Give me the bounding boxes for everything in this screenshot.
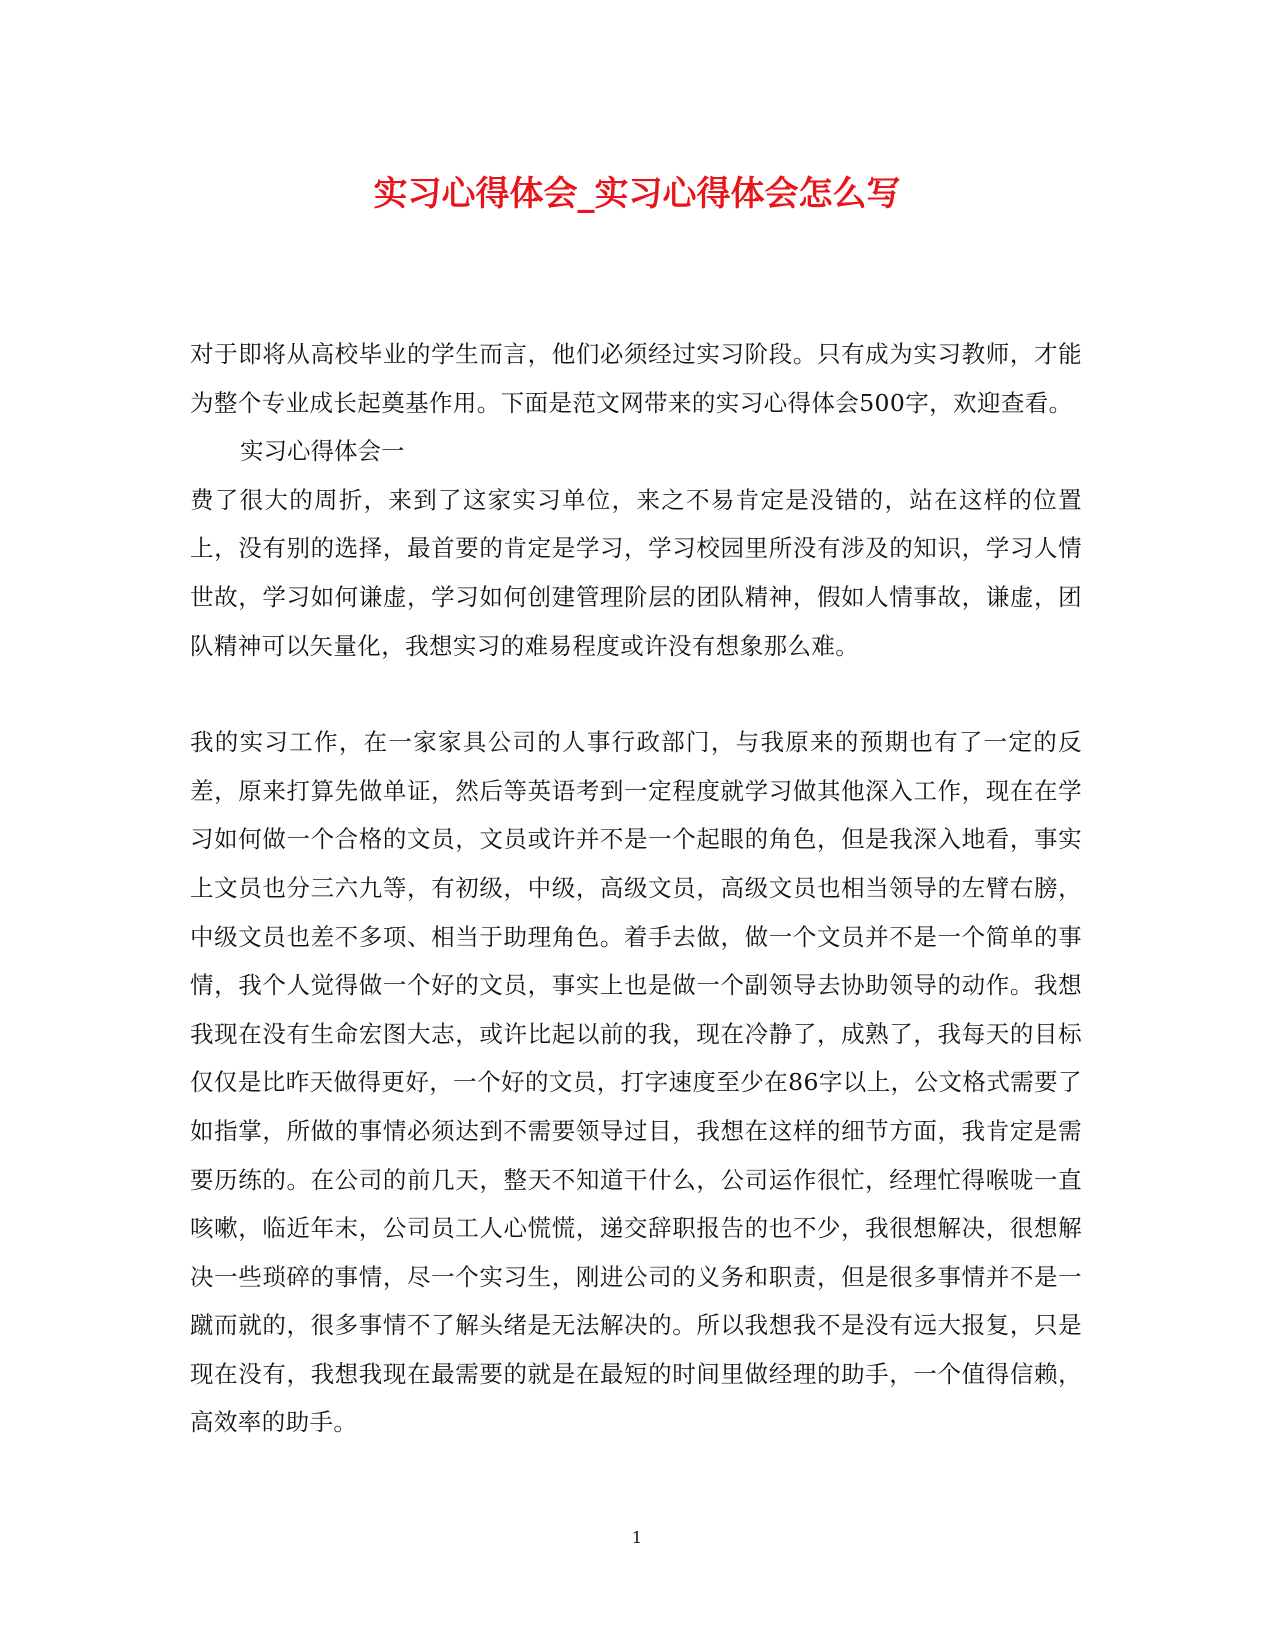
intro-paragraph: 对于即将从高校毕业的学生而言，他们必须经过实习阶段。只有成为实习教师，才能为整个专业成长起奠基作用。下面是范文网带来的实习心得体会500字，欢迎查看。 bbox=[190, 340, 1082, 417]
section-heading: 实习心得体会一 bbox=[240, 437, 405, 466]
body-paragraph-1: 费了很大的周折，来到了这家实习单位，来之不易肯定是没错的，站在这样的位置上，没有别的选择，最首要的肯定是学习，学习校园里所没有涉及的知识，学习人情世故，学习如何谦虚，学习如何创建管理阶层的团队精神，假如人情事故，谦虚，团队精神可以矢量化，我想实习的难易程度或许没有想象那么难。 bbox=[190, 485, 1082, 660]
page-number: 1 bbox=[631, 1528, 643, 1547]
document-title: 实习心得体会_实习心得体会怎么写 bbox=[373, 174, 901, 214]
document-body bbox=[190, 330, 1082, 1447]
body-paragraph-2: 我的实习工作，在一家家具公司的人事行政部门，与我原来的预期也有了一定的反差，原来打算先做单证，然后等英语考到一定程度就学习做其他深入工作，现在在学习如何做一个合格的文员，文员或许并不是一个起眼的角色，但是我深入地看，事实上文员也分三六九等，有初级，中级，高级文员，高级文员也相当领导的左臂右膀，中级文员也差不多项、相当于助理角色。着手去做，做一个文员并不是一个简单的事情，我个人觉得做一个好的文员，事实上也是做一个副领导去协助领导的动作。我想我现在没有生命宏图大志，或许比起以前的我，现在冷静了，成熟了，我每天的目标仅仅是比昨天做得更好，一个好的文员，打字速度至少在86字以上，公文格式需要了如指掌，所做的事情必须达到不需要领导过目，我想在这样的细节方面，我肯定是需要历练的。在公司的前几天，整天不知道干什么，公司运作很忙，经理忙得喉咙一直咳嗽，临近年末，公司员工人心慌慌，递交辞职报告的也不少，我很想解决，很想解决一些琐碎的事情，尽一个实习生，刚进公司的义务和职责，但是很多事情并不是一蹴而就的，很多事情不了解头绪是无法解决的。所以我想我不是没有远大报复，只是现在没有，我想我现在最需要的就是在最短的时间里做经理的助手，一个值得信赖，高效率的助手。 bbox=[190, 728, 1082, 1437]
paragraph-spacer bbox=[190, 670, 1082, 718]
